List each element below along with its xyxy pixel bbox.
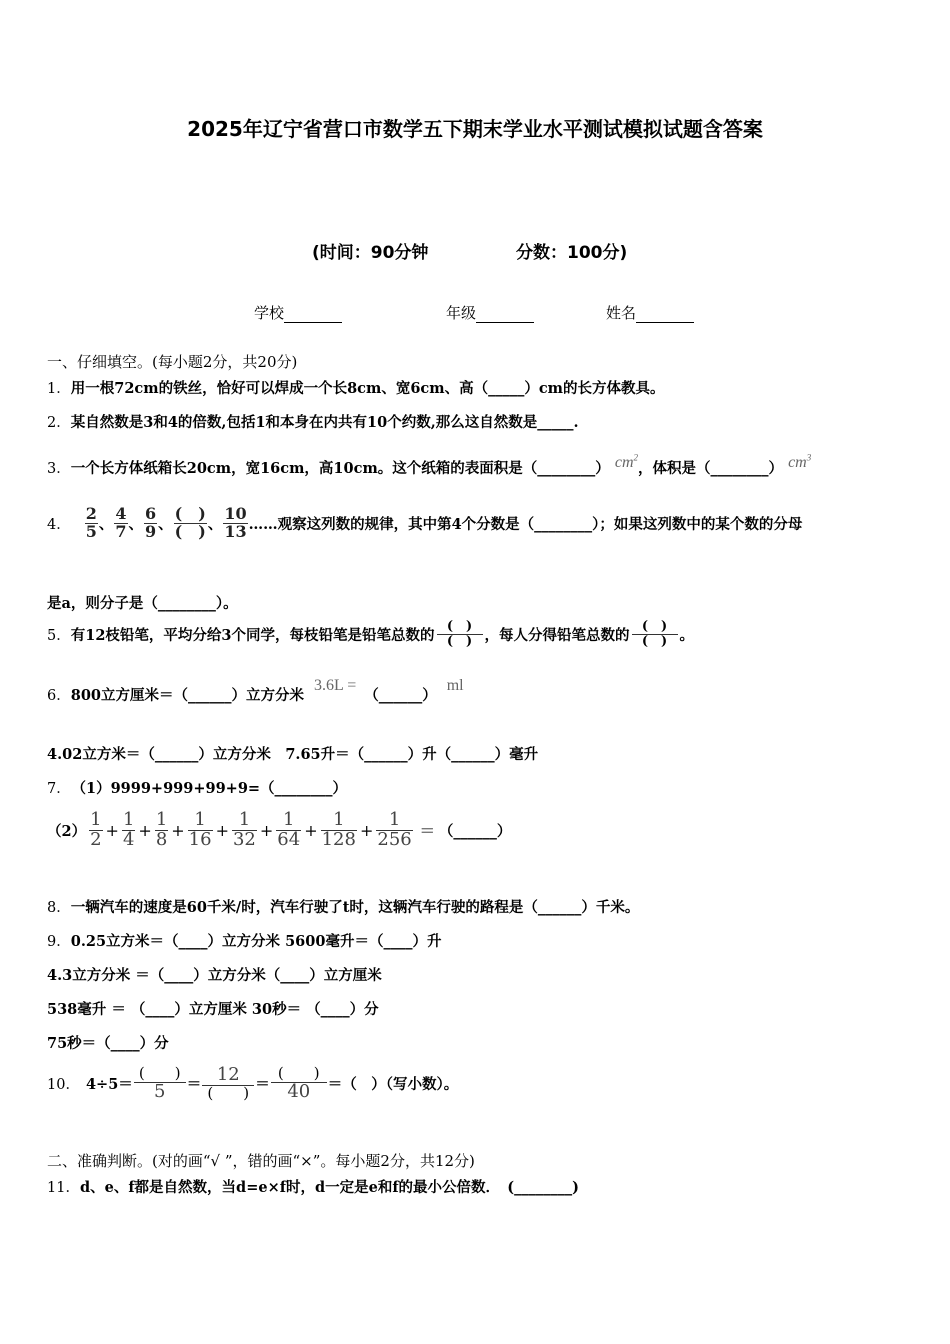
- sum-term-fraction: $\frac{1}{8}$: [155, 809, 168, 850]
- fraction-2-5: $\frac{2}{5}$: [85, 504, 97, 541]
- sum-term-fraction: $\frac{1}{256}$: [377, 809, 412, 850]
- question-11: 11．d、e、f都是自然数，当d=e×f时，d一定是e和f的最小公倍数． (________): [47, 1179, 580, 1196]
- sum-term-fraction: $\frac{1}{32}$: [232, 809, 256, 850]
- sum-term-fraction: $\frac{1}{64}$: [277, 809, 301, 850]
- plus-sign: +: [215, 820, 229, 840]
- sum-term-fraction: $\frac{1}{16}$: [188, 809, 212, 850]
- question-6: 6． 800立方厘米＝（______）立方分米 3.6L = （______） ml: [47, 677, 464, 704]
- fraction-6-9: $\frac{6}{9}$: [145, 504, 157, 541]
- page-title: 2025年辽宁省营口市数学五下期末学业水平测试模拟试题含答案: [187, 117, 763, 141]
- exam-time: (时间：90分钟: [312, 243, 429, 263]
- plus-sign: +: [359, 820, 374, 840]
- fraction-4-7: $\frac{4}{7}$: [115, 504, 127, 541]
- fraction-blank-5: $\frac{( )}{5}$: [134, 1066, 186, 1102]
- question-4: 4． $\frac{2}{5}$ 、 $\frac{4}{7}$ 、 $\frac{6}{9}$ 、 $\frac{( )}{( )}$ 、 $\frac{10}{13}$ ……观察这列数的规律，其中第4个分数是（________）；如果这列数中的某个数的分母: [47, 504, 803, 541]
- question-9-line-3: 538毫升 ＝ （____）立方厘米 30秒＝ （____）分: [47, 1001, 379, 1018]
- plus-sign: +: [259, 820, 274, 840]
- fraction-blank: $\frac{( )}{( )}$: [437, 620, 483, 648]
- question-7-part-2: （2） $\frac{1}{2}$ + $\frac{1}{4}$ + $\frac{1}{8}$ + $\frac{1}{16}$ + $\frac{1}{32}$ + $\frac{1}{64}$ + $\frac{1}{128}$ + $\frac{1}{256}$ = （______）: [47, 809, 512, 850]
- grade-field[interactable]: 年级: [446, 302, 534, 323]
- question-5: 5． 有12枝铅笔，平均分给3个同学，每枝铅笔是铅笔总数的 $\frac{( )}{( )}$ ，每人分得铅笔总数的 $\frac{( )}{( )}$ 。: [47, 619, 694, 649]
- plus-sign: +: [304, 820, 318, 840]
- question-4-continued: 是a，则分子是（________）。: [47, 595, 238, 612]
- fraction-12-blank: $\frac{12}{( )}$: [202, 1066, 254, 1102]
- unit-cm: cm: [614, 454, 634, 471]
- question-6-line-2: 4.02立方米＝（______）立方分米 7.65升＝（______）升（______）毫升: [47, 746, 539, 763]
- unit-cm: cm: [788, 454, 807, 471]
- plus-sign: +: [171, 820, 185, 840]
- name-field[interactable]: 姓名: [606, 302, 694, 323]
- plus-sign: +: [138, 820, 152, 840]
- question-9-line-4: 75秒＝（____）分: [47, 1035, 169, 1052]
- section-2-heading: 二、准确判断。(对的画“√ ”，错的画“×”。每小题2分，共12分): [47, 1152, 475, 1170]
- question-3: 3．一个长方体纸箱长20cm，宽16cm，高10cm。这个纸箱的表面积是（________） $cm^2$，体积是（________） $cm^3$: [47, 452, 812, 477]
- sum-term-fraction: $\frac{1}{128}$: [321, 809, 356, 850]
- question-7: 7． （1）9999+999+99+9=（________）: [47, 780, 348, 797]
- question-1: 1．用一根72cm的铁丝，恰好可以焊成一个长8cm、宽6cm、高（_____）cm的长方体教具。: [47, 380, 665, 397]
- fraction-blank: $\frac{( )}{( )}$: [174, 504, 206, 541]
- question-9: 9．0.25立方米＝（____）立方分米 5600毫升＝（____）升: [47, 933, 442, 950]
- question-9-line-2: 4.3立方分米 ＝（____）立方分米（____）立方厘米: [47, 967, 382, 984]
- school-field[interactable]: 学校: [254, 302, 342, 323]
- sum-term-fraction: $\frac{1}{4}$: [122, 809, 135, 850]
- question-2: 2．某自然数是3和4的倍数,包括1和本身在内共有10个约数,那么这自然数是_____.: [47, 414, 579, 431]
- fraction-blank-40: $\frac{( )}{40}$: [271, 1066, 327, 1102]
- exam-score: 分数：100分): [516, 243, 628, 263]
- section-1-heading: 一、仔细填空。(每小题2分，共20分): [47, 353, 298, 371]
- sum-term-fraction: $\frac{1}{2}$: [90, 809, 102, 850]
- fraction-blank: $\frac{( )}{( )}$: [632, 620, 678, 648]
- question-8: 8．一辆汽车的速度是60千米/时，汽车行驶了t时，这辆汽车行驶的路程是（______）千米。: [47, 899, 640, 916]
- question-10: 10． 4÷5＝ $\frac{( )}{5}$ ＝ $\frac{12}{( )}$ ＝ $\frac{( )}{40}$ ＝（ ）（写小数）。: [47, 1064, 459, 1102]
- fraction-sum: [86, 811, 416, 850]
- fraction-10-13: $\frac{10}{13}$: [224, 504, 247, 541]
- plus-sign: +: [105, 820, 119, 840]
